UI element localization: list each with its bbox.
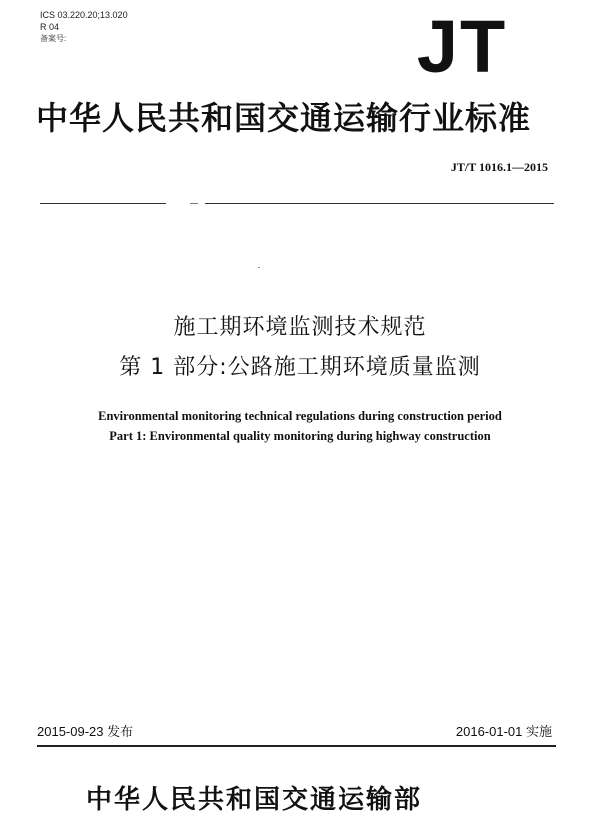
publisher-name: 中华人民共和国交通运输部 <box>86 785 423 815</box>
filing-number-label: 备案号: <box>40 34 67 43</box>
header-rule-dots <box>190 203 198 204</box>
jt-logo-text: JT <box>416 14 508 76</box>
issue-date: 2015-09-23 发布 <box>37 724 134 739</box>
header-rule-left <box>40 203 166 204</box>
standard-code: JT/T 1016.1—2015 <box>450 160 548 174</box>
implementation-date: 2016-01-01 实施 <box>455 724 552 739</box>
header-rule-right <box>205 203 554 204</box>
title-en-line-2: Part 1: Environmental quality monitoring during highway construction <box>109 429 491 443</box>
scan-speck <box>258 267 260 268</box>
ics-code: ICS 03.220.20;13.020 <box>40 10 128 20</box>
title-cn-line-1: 施工期环境监测技术规范 <box>173 315 427 340</box>
footer-rule <box>37 745 556 747</box>
title-en-line-1: Environmental monitoring technical regulations during construction period <box>98 409 502 423</box>
title-cn-line-2: 第 1 部分:公路施工期环境质量监测 <box>119 355 481 380</box>
jt-logo <box>400 14 525 76</box>
issuing-body-title: 中华人民共和国交通运输行业标准 <box>36 99 532 137</box>
ccs-code: R 04 <box>40 22 60 32</box>
